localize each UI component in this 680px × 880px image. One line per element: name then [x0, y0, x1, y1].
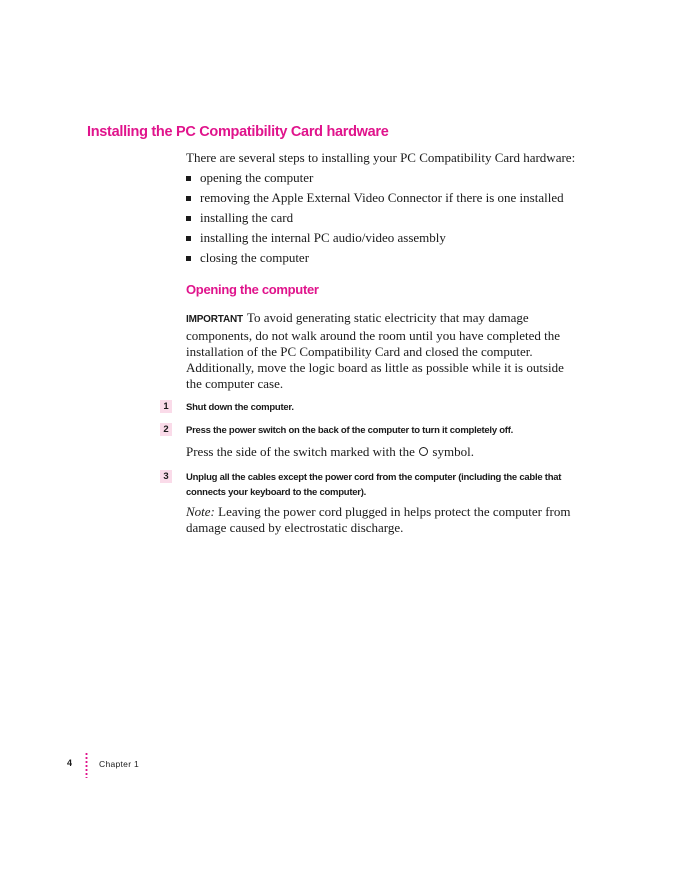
list-item-text: installing the card [200, 210, 294, 225]
list-item-text: closing the computer [200, 250, 310, 265]
important-notice [186, 310, 576, 392]
step-instruction: Unplug all the cables except the power cord from the computer (including the cable that connects your keyboard to the computer). [186, 472, 562, 498]
list-item [186, 170, 564, 190]
step-number-badge: 3 [160, 470, 172, 483]
important-text: To avoid generating static electricity that may damage components, do not walk around the room until you have completed the installation of the PC Compatibility Card and closed the computer. Additionally, move the logic board as little as possible while it is outside the computer case. [186, 310, 564, 391]
square-bullet-icon [186, 236, 191, 241]
square-bullet-icon [186, 196, 191, 201]
square-bullet-icon [186, 216, 191, 221]
list-item [186, 230, 564, 250]
power-circle-icon [419, 447, 428, 456]
steps-overview-list [186, 170, 564, 270]
important-label: IMPORTANT [186, 314, 243, 325]
list-item [186, 190, 564, 210]
step-2-detail-before: Press the side of the switch marked with the [186, 444, 415, 459]
step-number-badge: 2 [160, 423, 172, 436]
step-instruction: Press the power switch on the back of the computer to turn it completely off. [186, 425, 514, 436]
list-item [186, 210, 564, 230]
page-number: 4 [67, 758, 73, 768]
intro-paragraph: There are several steps to installing your PC Compatibility Card hardware: [186, 150, 576, 165]
note-text: Leaving the power cord plugged in helps protect the computer from damage caused by electrostatic discharge. [186, 504, 571, 535]
step-instruction: Shut down the computer. [186, 402, 294, 413]
step-2-detail-after: symbol. [432, 444, 474, 459]
list-item-text: installing the internal PC audio/video assembly [200, 230, 446, 245]
step-3-note [186, 504, 576, 536]
list-item-text: removing the Apple External Video Connector if there is one installed [200, 190, 564, 205]
list-item-text: opening the computer [200, 170, 314, 185]
square-bullet-icon [186, 176, 191, 181]
step-number-badge: 1 [160, 400, 172, 413]
note-label: Note: [186, 504, 215, 519]
list-item [186, 250, 564, 270]
section-title: Installing the PC Compatibility Card hardware [87, 124, 389, 140]
subsection-title: Opening the computer [186, 282, 319, 297]
chapter-label: Chapter 1 [99, 759, 140, 769]
dotted-divider [85, 752, 88, 778]
square-bullet-icon [186, 256, 191, 261]
step-2-detail [186, 444, 576, 460]
